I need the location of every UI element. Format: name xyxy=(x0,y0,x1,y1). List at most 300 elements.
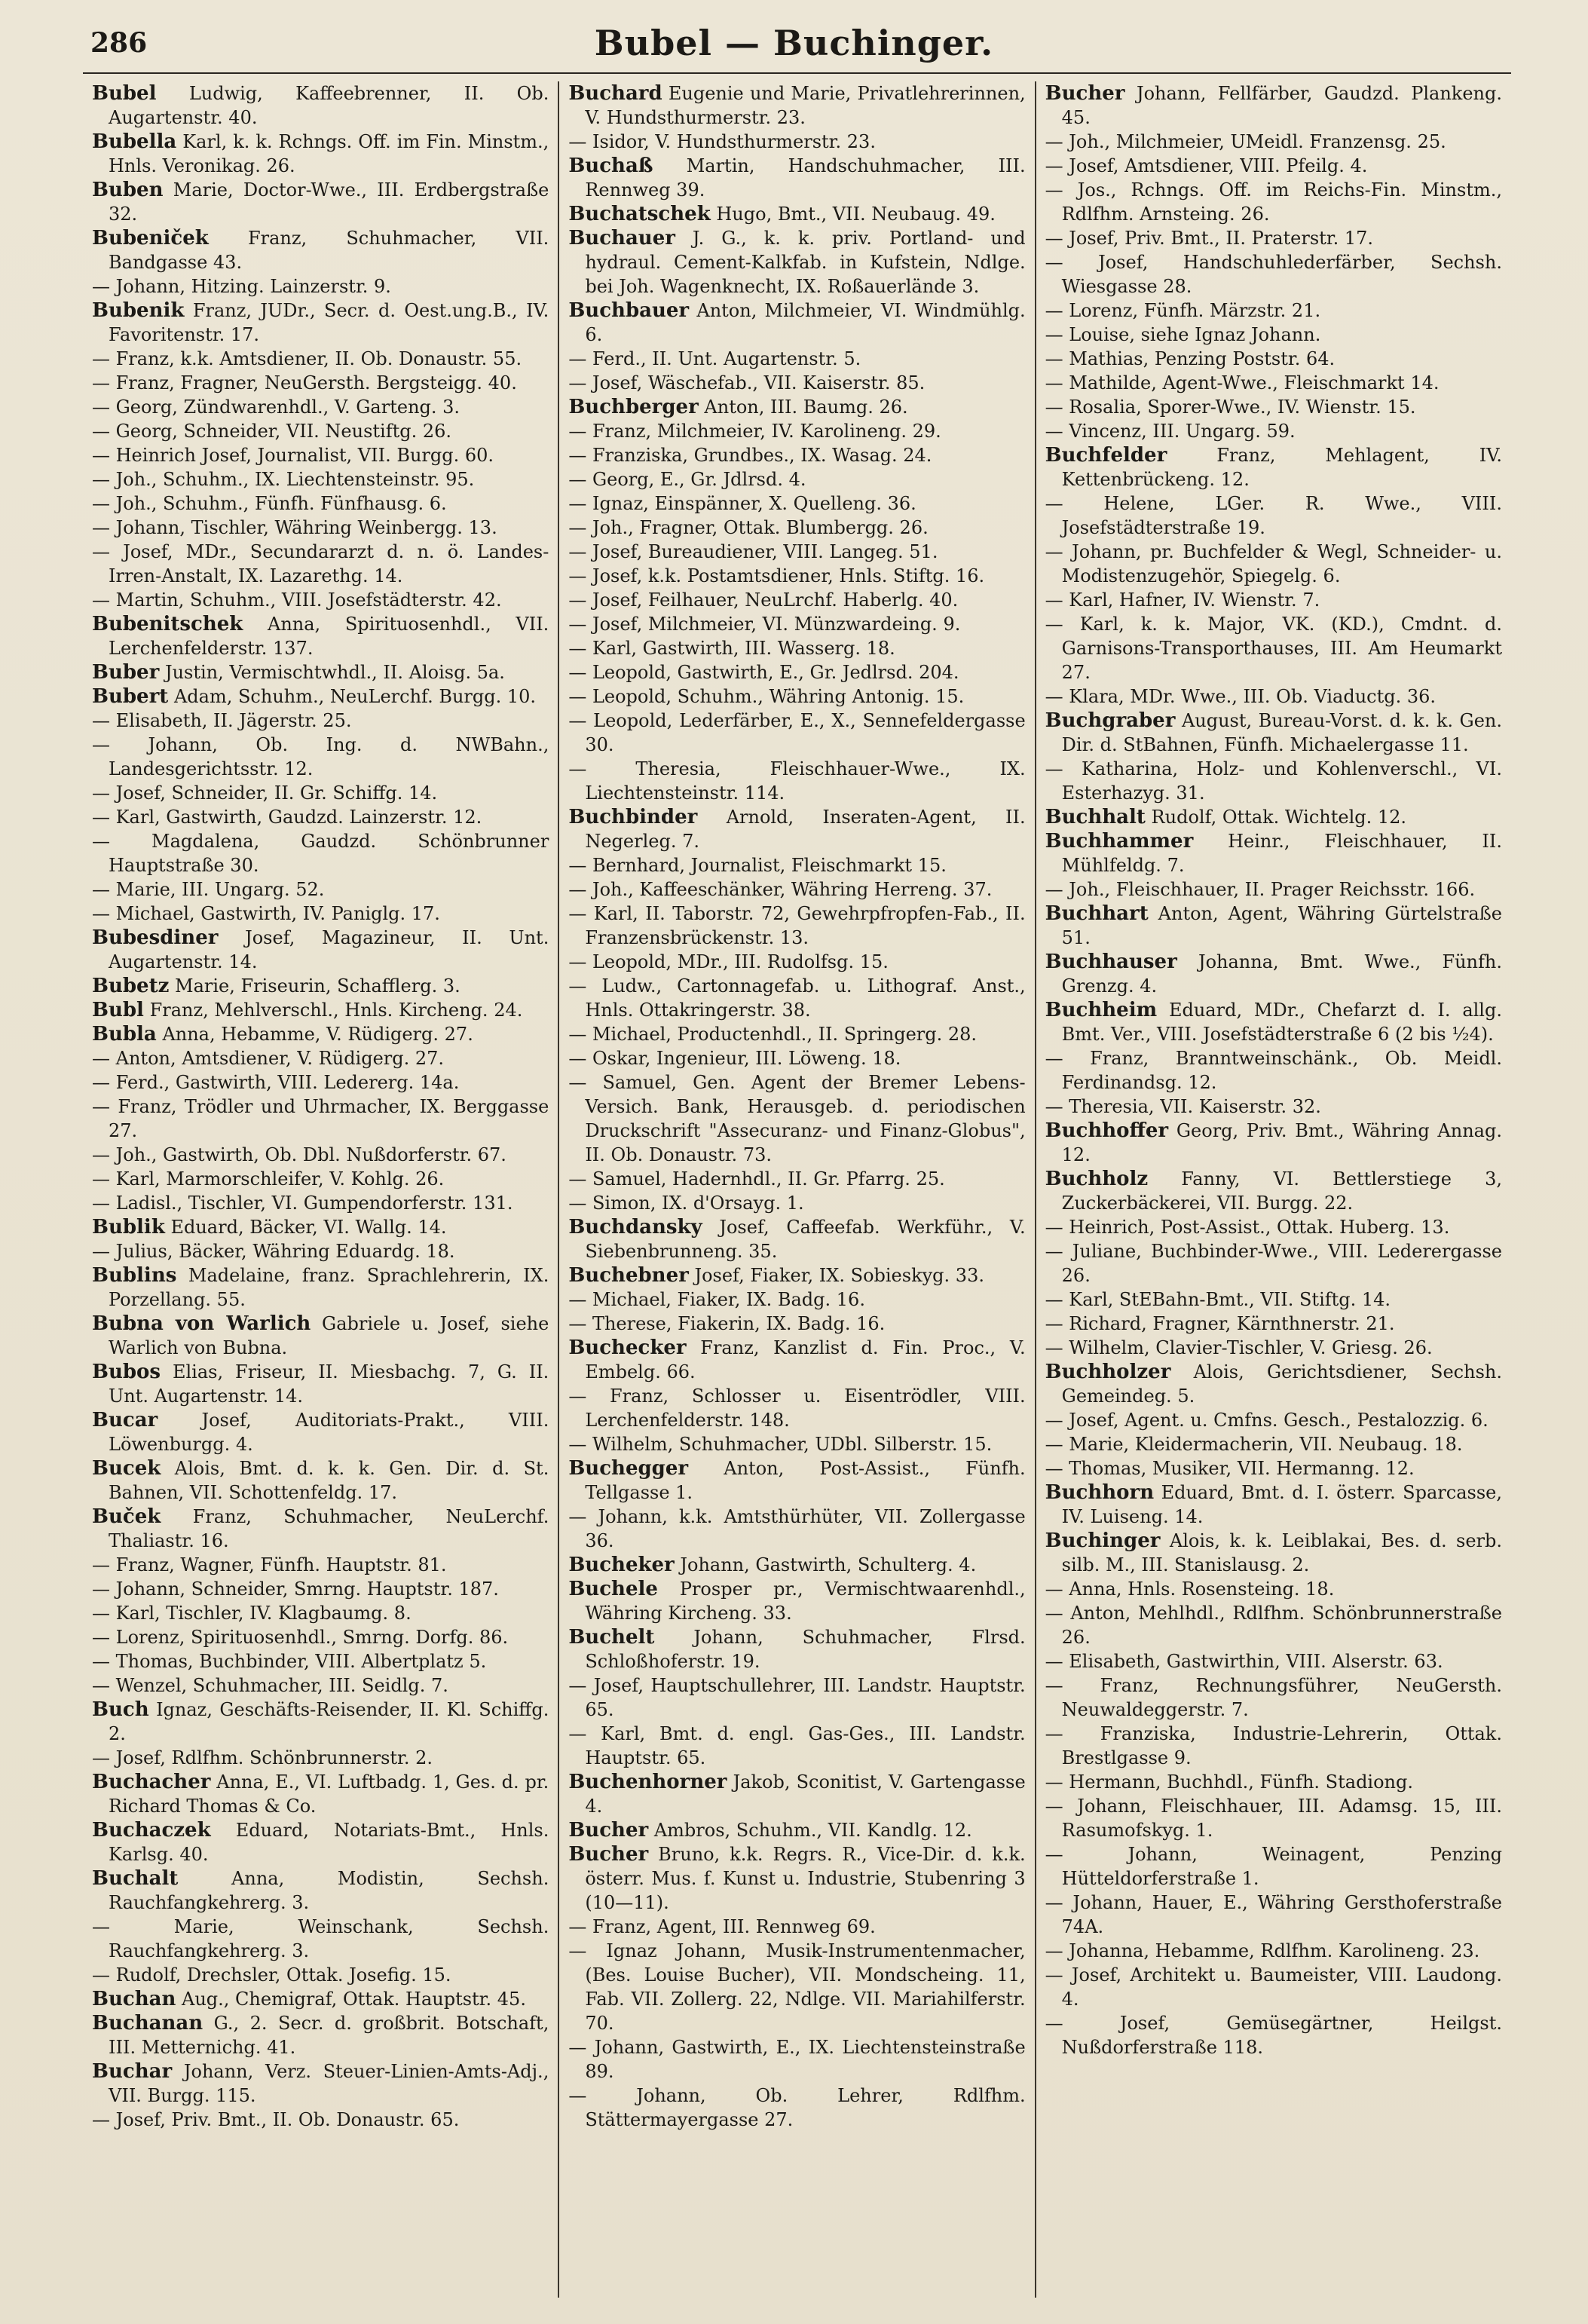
directory-entry xyxy=(1045,1891,1502,1939)
directory-entry xyxy=(1045,226,1502,250)
entry-text: — Martin, Schuhm., VIII. Josefstädterstr. 42. xyxy=(92,589,502,611)
directory-entry xyxy=(1045,299,1502,323)
entry-surname: Buchfelder xyxy=(1045,444,1167,467)
entry-text: — Ludw., Cartonnagefab. u. Lithograf. Anst., Hnls. Ottakringerstr. 38. xyxy=(568,975,1026,1021)
directory-entry xyxy=(92,1770,549,1818)
directory-entry xyxy=(92,1818,549,1866)
entry-text: Eduard, Bäcker, VI. Wallg. 14. xyxy=(170,1217,447,1238)
entry-text: — Isidor, V. Hundsthurmerstr. 23. xyxy=(568,131,876,152)
entry-text: Johann, Gastwirth, Schulterg. 4. xyxy=(680,1554,977,1575)
entry-text: — Franz, Milchmeier, IV. Karolineng. 29. xyxy=(568,421,941,442)
directory-entry xyxy=(92,1746,549,1770)
entry-surname: Bubenik xyxy=(92,299,185,322)
directory-entry xyxy=(1045,178,1502,226)
entry-surname: Buchhorn xyxy=(1045,1481,1155,1504)
entry-text: — Franz, Fragner, NeuGersth. Bergsteigg. 40. xyxy=(92,372,517,393)
entry-text: — Johann, Ob. Ing. d. NWBahn., Landesgerichtsstr. 12. xyxy=(92,734,549,779)
directory-entry xyxy=(1045,1770,1502,1794)
directory-entry xyxy=(568,902,1025,950)
entry-text: — Karl, StEBahn-Bmt., VII. Stiftg. 14. xyxy=(1045,1289,1391,1310)
entry-surname: Buch xyxy=(92,1698,149,1721)
entry-surname: Buchalt xyxy=(92,1867,179,1890)
directory-entry xyxy=(92,733,549,781)
entry-text: — Rudolf, Drechsler, Ottak. Josefig. 15. xyxy=(92,1964,451,1986)
entry-text: — Georg, Zündwarenhdl., V. Garteng. 3. xyxy=(92,397,460,418)
entry-text: Alois, k. k. Leiblakai, Bes. d. serb. silb. M., III. Stanislausg. 2. xyxy=(1061,1530,1502,1575)
directory-entry xyxy=(568,660,1025,684)
entry-surname: Buchenhorner xyxy=(568,1771,727,1793)
directory-entry xyxy=(568,805,1025,853)
directory-entry xyxy=(92,491,549,516)
entry-surname: Buchelt xyxy=(568,1626,655,1649)
entry-text: — Jos., Rchngs. Off. im Reichs-Fin. Minstm., Rdlfhm. Arnsteing. 26. xyxy=(1045,179,1502,225)
directory-entry xyxy=(1045,130,1502,154)
directory-entry xyxy=(92,612,549,660)
entry-text: — Georg, Schneider, VII. Neustiftg. 26. xyxy=(92,421,452,442)
entry-surname: Buchhammer xyxy=(1045,830,1194,853)
entry-text: Franz, Mehlagent, IV. Kettenbrückeng. 12. xyxy=(1061,445,1502,490)
entry-surname: Buchaczek xyxy=(92,1819,211,1842)
directory-entry xyxy=(568,1577,1025,1625)
directory-entry xyxy=(568,877,1025,902)
header-rule xyxy=(83,72,1511,74)
entry-text: — Franz, k.k. Amtsdiener, II. Ob. Donaustr. 55. xyxy=(92,348,522,369)
directory-entry xyxy=(568,1046,1025,1070)
entry-text: — Johann, Hitzing. Lainzerstr. 9. xyxy=(92,276,391,297)
entry-surname: Buchdansky xyxy=(568,1216,702,1239)
entry-text: — Josef, Amtsdiener, VIII. Pfeilg. 4. xyxy=(1045,155,1368,176)
directory-entry xyxy=(568,684,1025,709)
directory-entry xyxy=(568,1915,1025,1939)
entry-text: — Johanna, Hebamme, Rdlfhm. Karolineng. 23. xyxy=(1045,1940,1480,1961)
directory-entry xyxy=(1045,1288,1502,1312)
directory-entry xyxy=(92,467,549,491)
entry-text: — Franz, Branntweinschänk., Ob. Meidl. Ferdinandsg. 12. xyxy=(1045,1048,1502,1093)
entry-text: — Ladisl., Tischler, VI. Gumpendorferstr. 131. xyxy=(92,1193,513,1214)
directory-entry xyxy=(1045,709,1502,757)
entry-text: J. G., k. k. priv. Portland- und hydraul. Cement-Kalkfab. in Kufstein, Ndlge. bei Joh. Wagenknecht, IX. Roßauerlände 3. xyxy=(585,228,1026,297)
directory-entry xyxy=(92,81,549,130)
directory-entry xyxy=(92,1408,549,1456)
directory-entry xyxy=(92,1312,549,1360)
directory-entry xyxy=(568,1263,1025,1288)
directory-entry xyxy=(568,1215,1025,1263)
directory-entry xyxy=(1045,250,1502,299)
entry-text: — Anna, Hnls. Rosensteing. 18. xyxy=(1045,1578,1335,1600)
entry-text: Bruno, k.k. Regrs. R., Vice-Dir. d. k.k. österr. Mus. f. Kunst u. Industrie, Stubenring 3 (10—11). xyxy=(585,1844,1026,1913)
directory-entry xyxy=(92,1191,549,1215)
entry-text: — Franz, Schlosser u. Eisentrödler, VIII. Lerchenfelderstr. 148. xyxy=(568,1386,1026,1431)
entry-surname: Buber xyxy=(92,661,160,684)
directory-entry xyxy=(568,299,1025,347)
entry-text: — Karl, Gastwirth, III. Wasserg. 18. xyxy=(568,638,895,659)
directory-entry xyxy=(92,226,549,274)
entry-text: Marie, Friseurin, Schafflerg. 3. xyxy=(175,975,460,997)
directory-entry xyxy=(568,1288,1025,1312)
entry-text: — Franziska, Industrie-Lehrerin, Ottak. Brestlgasse 9. xyxy=(1045,1723,1502,1768)
entry-text: — Ignaz, Einspänner, X. Quelleng. 36. xyxy=(568,493,916,514)
entry-text: August, Bureau-Vorst. d. k. k. Gen. Dir. d. StBahnen, Fünfh. Michaelergasse 11. xyxy=(1061,710,1502,755)
entry-text: — Simon, IX. d'Orsayg. 1. xyxy=(568,1193,804,1214)
directory-entry xyxy=(92,516,549,540)
entry-text: Georg, Priv. Bmt., Währing Annag. 12. xyxy=(1061,1120,1502,1165)
directory-entry xyxy=(92,1360,549,1408)
entry-text: — Helene, LGer. R. Wwe., VIII. Josefstädterstraße 19. xyxy=(1045,493,1502,538)
entry-text: — Marie, III. Ungarg. 52. xyxy=(92,879,325,900)
entry-text: Anton, Milchmeier, VI. Windmühlg. 6. xyxy=(585,300,1026,345)
directory-entry xyxy=(92,419,549,443)
directory-entry xyxy=(1045,1842,1502,1891)
entry-text: — Theresia, Fleischhauer-Wwe., IX. Liechtensteinstr. 114. xyxy=(568,758,1026,804)
columns-container xyxy=(83,81,1511,2298)
directory-entry xyxy=(568,419,1025,443)
directory-entry xyxy=(1045,347,1502,371)
directory-entry xyxy=(1045,1215,1502,1239)
entry-text: — Franz, Agent, III. Rennweg 69. xyxy=(568,1916,876,1937)
directory-entry xyxy=(1045,998,1502,1046)
directory-entry xyxy=(1045,1480,1502,1529)
directory-entry xyxy=(1045,877,1502,902)
entry-text: Anna, Modistin, Sechsh. Rauchfangkehrerg. 3. xyxy=(109,1868,549,1913)
entry-text: — Karl, Bmt. d. engl. Gas-Ges., III. Landstr. Hauptstr. 65. xyxy=(568,1723,1026,1768)
entry-text: — Josef, MDr., Secundararzt d. n. ö. Landes-Irren-Anstalt, IX. Lazarethg. 14. xyxy=(92,541,549,586)
entry-text: Gabriele u. Josef, siehe Warlich von Bubna. xyxy=(109,1313,549,1358)
directory-entry xyxy=(92,1143,549,1167)
entry-text: — Wilhelm, Clavier-Tischler, V. Griesg. 26. xyxy=(1045,1337,1433,1358)
entry-text: — Lorenz, Fünfh. Märzstr. 21. xyxy=(1045,300,1321,321)
directory-entry xyxy=(92,1673,549,1698)
entry-text: — Wilhelm, Schuhmacher, UDbl. Silberstr. 15. xyxy=(568,1434,993,1455)
directory-entry xyxy=(1045,1963,1502,2011)
directory-entry xyxy=(1045,1722,1502,1770)
directory-entry xyxy=(1045,1239,1502,1288)
entry-text: — Ignaz Johann, Musik-Instrumentenmacher, (Bes. Louise Bucher), VII. Mondscheing. 11, Fab. VII. Zollerg. 22, Ndlge. VII. Mariahilferstr. 70. xyxy=(568,1940,1026,2034)
entry-text: Ignaz, Geschäfts-Reisender, II. Kl. Schiffg. 2. xyxy=(109,1699,549,1744)
entry-text: Jakob, Sconitist, V. Gartengasse 4. xyxy=(585,1771,1026,1817)
entry-surname: Buchard xyxy=(568,82,662,105)
directory-entry xyxy=(568,154,1025,202)
entry-text: Martin, Handschuhmacher, III. Rennweg 39. xyxy=(585,155,1026,201)
directory-entry xyxy=(1045,1432,1502,1456)
directory-entry xyxy=(568,1505,1025,1553)
entry-text: Anton, III. Baumg. 26. xyxy=(704,397,908,418)
entry-text: — Johann, Tischler, Währing Weinbergg. 13. xyxy=(92,517,497,538)
entry-text: — Katharina, Holz- und Kohlenverschl., VI. Esterhazyg. 31. xyxy=(1045,758,1502,804)
entry-surname: Bucek xyxy=(92,1457,161,1480)
entry-surname: Buchele xyxy=(568,1578,658,1600)
entry-text: Madelaine, franz. Sprachlehrerin, IX. Porzellang. 55. xyxy=(109,1265,549,1310)
directory-entry xyxy=(1045,1336,1502,1360)
entry-text: — Karl, Hafner, IV. Wienstr. 7. xyxy=(1045,589,1320,611)
entry-text: — Klara, MDr. Wwe., III. Ob. Viaductg. 36. xyxy=(1045,686,1437,707)
directory-entry xyxy=(568,709,1025,757)
entry-text: Eduard, Notariats-Bmt., Hnls. Karlsg. 40. xyxy=(109,1820,549,1865)
entry-text: — Lorenz, Spirituosenhdl., Smrng. Dorfg. 86. xyxy=(92,1627,509,1648)
entry-text: Anna, Hebamme, V. Rüdigerg. 27. xyxy=(162,1024,473,1045)
directory-entry xyxy=(568,1167,1025,1191)
directory-entry xyxy=(92,684,549,709)
entry-text: Aug., Chemigraf, Ottak. Hauptstr. 45. xyxy=(182,1989,526,2010)
entry-surname: Buchanan xyxy=(92,2012,203,2035)
entry-text: Ludwig, Kaffeebrenner, II. Ob. Augartenstr. 40. xyxy=(109,83,549,128)
entry-text: — Josef, Wäschefab., VII. Kaiserstr. 85. xyxy=(568,372,926,393)
entry-text: Anna, E., VI. Luftbadg. 1, Ges. d. pr. Richard Thomas & Co. xyxy=(109,1771,549,1817)
directory-entry xyxy=(1045,443,1502,491)
directory-entry xyxy=(92,588,549,612)
entry-text: — Magdalena, Gaudzd. Schönbrunner Hauptstraße 30. xyxy=(92,831,549,876)
directory-entry xyxy=(92,1239,549,1263)
entry-text: Josef, Fiaker, IX. Sobieskyg. 33. xyxy=(694,1265,984,1286)
entry-text: — Michael, Fiaker, IX. Badg. 16. xyxy=(568,1289,865,1310)
entry-text: — Bernhard, Journalist, Fleischmarkt 15. xyxy=(568,855,947,876)
directory-entry xyxy=(1045,540,1502,588)
entry-text: — Joh., Schuhm., Fünfh. Fünfhausg. 6. xyxy=(92,493,447,514)
entry-text: Karl, k. k. Rchngs. Off. im Fin. Minstm., Hnls. Veronikag. 26. xyxy=(109,131,549,176)
directory-entry xyxy=(92,1215,549,1239)
entry-surname: Bubert xyxy=(92,685,169,708)
directory-entry xyxy=(568,2035,1025,2084)
directory-entry xyxy=(568,540,1025,564)
entry-surname: Bucar xyxy=(92,1409,158,1431)
entry-text: Justin, Vermischtwhdl., II. Aloisg. 5a. xyxy=(164,662,505,683)
entry-surname: Buchbinder xyxy=(568,806,698,828)
entry-text: — Johann, Hauer, E., Währing Gersthoferstraße 74A. xyxy=(1045,1892,1502,1937)
entry-surname: Buchbauer xyxy=(568,299,690,322)
directory-entry xyxy=(92,1167,549,1191)
entry-text: Hugo, Bmt., VII. Neubaug. 49. xyxy=(716,204,996,225)
entry-text: — Josef, Feilhauer, NeuLrchf. Haberlg. 40. xyxy=(568,589,959,611)
entry-surname: Bubla xyxy=(92,1023,157,1046)
directory-entry xyxy=(92,877,549,902)
entry-surname: Bucher xyxy=(568,1819,649,1842)
entry-text: — Leopold, Schuhm., Währing Antonig. 15. xyxy=(568,686,965,707)
directory-entry xyxy=(92,709,549,733)
directory-entry xyxy=(1045,323,1502,347)
entry-text: — Wenzel, Schuhmacher, III. Seidlg. 7. xyxy=(92,1675,448,1696)
directory-entry xyxy=(92,395,549,419)
directory-entry xyxy=(1045,1119,1502,1167)
entry-surname: Buchheim xyxy=(1045,999,1158,1021)
directory-entry xyxy=(92,178,549,226)
directory-entry xyxy=(568,1625,1025,1673)
entry-text: — Anton, Mehlhdl., Rdlfhm. Schönbrunnerstraße 26. xyxy=(1045,1603,1502,1648)
entry-surname: Buchhart xyxy=(1045,902,1149,925)
directory-entry xyxy=(568,1456,1025,1505)
entry-text: — Karl, Gastwirth, Gaudzd. Lainzerstr. 12. xyxy=(92,807,482,828)
entry-surname: Bublins xyxy=(92,1264,177,1287)
directory-entry xyxy=(92,1095,549,1143)
entry-surname: Bubos xyxy=(92,1361,161,1383)
entry-surname: Bucher xyxy=(1045,82,1125,105)
entry-text: Franz, Schuhmacher, VII. Bandgasse 43. xyxy=(109,228,549,273)
entry-text: — Franz, Rechnungsführer, NeuGersth. Neuwaldeggerstr. 7. xyxy=(1045,1675,1502,1720)
directory-entry xyxy=(1045,1601,1502,1649)
entry-text: — Richard, Fragner, Kärnthnerstr. 21. xyxy=(1045,1313,1395,1334)
directory-entry xyxy=(1045,1312,1502,1336)
directory-entry xyxy=(1045,1167,1502,1215)
directory-entry xyxy=(92,805,549,829)
directory-entry xyxy=(568,853,1025,877)
directory-entry xyxy=(1045,395,1502,419)
entry-text: — Louise, siehe Ignaz Johann. xyxy=(1045,324,1321,345)
directory-entry xyxy=(568,443,1025,467)
entry-text: Johann, Verz. Steuer-Linien-Amts-Adj., VII. Burgg. 115. xyxy=(109,2061,549,2106)
entry-text: Arnold, Inseraten-Agent, II. Negerleg. 7. xyxy=(585,807,1026,852)
entry-text: — Joh., Fragner, Ottak. Blumbergg. 26. xyxy=(568,517,929,538)
directory-entry xyxy=(92,998,549,1022)
directory-entry xyxy=(568,516,1025,540)
directory-entry xyxy=(568,395,1025,419)
entry-text: — Josef, k.k. Postamtsdiener, Hnls. Stiftg. 16. xyxy=(568,565,985,586)
entry-text: Heinr., Fleischhauer, II. Mühlfeldg. 7. xyxy=(1061,831,1502,876)
directory-entry xyxy=(92,299,549,347)
entry-text: — Heinrich, Post-Assist., Ottak. Huberg. 13. xyxy=(1045,1217,1450,1238)
entry-text: — Ferd., Gastwirth, VIII. Ledererg. 14a. xyxy=(92,1072,460,1093)
directory-entry xyxy=(568,1312,1025,1336)
directory-entry xyxy=(92,2108,549,2132)
directory-entry xyxy=(568,1842,1025,1915)
entry-text: Franz, Kanzlist d. Fin. Proc., V. Embelg. 66. xyxy=(585,1337,1026,1382)
directory-entry xyxy=(568,950,1025,974)
entry-text: Anton, Post-Assist., Fünfh. Tellgasse 1. xyxy=(585,1458,1026,1503)
entry-text: Josef, Caffeefab. Werkführ., V. Siebenbrunneng. 35. xyxy=(585,1217,1026,1262)
directory-entry xyxy=(92,1987,549,2011)
entry-text: — Karl, k. k. Major, VK. (KD.), Cmdnt. d. Garnisons-Transporthauses, III. Am Heumarkt 27. xyxy=(1045,614,1502,683)
directory-entry xyxy=(1045,1649,1502,1673)
directory-entry xyxy=(1045,1095,1502,1119)
directory-entry xyxy=(568,1070,1025,1167)
directory-entry xyxy=(1045,1673,1502,1722)
entry-text: — Franz, Wagner, Fünfh. Hauptstr. 81. xyxy=(92,1554,447,1575)
entry-text: Rudolf, Ottak. Wichtelg. 12. xyxy=(1151,807,1407,828)
entry-surname: Bubetz xyxy=(92,975,170,997)
directory-entry xyxy=(92,1022,549,1046)
entry-surname: Bucheker xyxy=(568,1554,675,1576)
entry-text: — Leopold, Gastwirth, E., Gr. Jedlrsd. 204. xyxy=(568,662,959,683)
directory-entry xyxy=(1045,1456,1502,1480)
directory-entry xyxy=(568,226,1025,299)
entry-text: — Josef, Hauptschullehrer, III. Landstr. Hauptstr. 65. xyxy=(568,1675,1026,1720)
directory-entry xyxy=(92,1625,549,1649)
directory-entry xyxy=(92,1263,549,1312)
directory-entry xyxy=(568,467,1025,491)
directory-entry xyxy=(1045,805,1502,829)
entry-text: — Johann, Ob. Lehrer, Rdlfhm. Stättermayergasse 27. xyxy=(568,2085,1026,2130)
entry-surname: Buchegger xyxy=(568,1457,689,1480)
entry-text: — Josef, Gemüsegärtner, Heilgst. Nußdorferstraße 118. xyxy=(1045,2013,1502,2058)
entry-surname: Buchinger xyxy=(1045,1529,1161,1552)
entry-text: — Josef, Milchmeier, VI. Münzwardeing. 9. xyxy=(568,614,961,635)
entry-surname: Bubesdiner xyxy=(92,926,219,949)
directory-entry xyxy=(1045,588,1502,612)
entry-surname: Buchauer xyxy=(568,227,675,250)
entry-surname: Buchhoffer xyxy=(1045,1119,1169,1142)
directory-entry xyxy=(1045,419,1502,443)
directory-entry xyxy=(92,443,549,467)
entry-text: — Elisabeth, II. Jägerstr. 25. xyxy=(92,710,352,731)
directory-entry xyxy=(568,1553,1025,1577)
entry-text: — Joh., Kaffeeschänker, Währing Herreng. 37. xyxy=(568,879,993,900)
directory-entry xyxy=(92,1866,549,1915)
directory-entry xyxy=(1045,950,1502,998)
directory-entry xyxy=(92,1046,549,1070)
directory-entry xyxy=(568,1191,1025,1215)
entry-text: — Georg, E., Gr. Jdlrsd. 4. xyxy=(568,469,806,490)
entry-text: — Johann, Weinagent, Penzing Hütteldorferstraße 1. xyxy=(1045,1844,1502,1889)
directory-entry xyxy=(1045,829,1502,877)
entry-text: — Franziska, Grundbes., IX. Wasag. 24. xyxy=(568,445,932,466)
directory-entry xyxy=(568,1022,1025,1046)
entry-surname: Bubenitschek xyxy=(92,613,243,635)
entry-text: — Johann, pr. Buchfelder & Wegl, Schneider- u. Modistenzugehör, Spiegelg. 6. xyxy=(1045,541,1502,586)
entry-surname: Buchgraber xyxy=(1045,709,1176,732)
entry-text: — Rosalia, Sporer-Wwe., IV. Wienstr. 15. xyxy=(1045,397,1416,418)
directory-entry xyxy=(92,829,549,877)
directory-entry xyxy=(1045,81,1502,130)
entry-text: Fanny, VI. Bettlerstiege 3, Zuckerbäckerei, VII. Burgg. 22. xyxy=(1061,1168,1502,1214)
entry-text: Josef, Auditoriats-Prakt., VIII. Löwenburgg. 4. xyxy=(109,1410,549,1455)
directory-entry xyxy=(1045,2011,1502,2059)
directory-entry xyxy=(1045,1794,1502,1842)
entry-surname: Buchhauser xyxy=(1045,951,1177,973)
entry-text: — Johann, k.k. Amtsthürhüter, VII. Zollergasse 36. xyxy=(568,1506,1026,1551)
entry-text: — Hermann, Buchhdl., Fünfh. Stadiong. xyxy=(1045,1771,1413,1793)
directory-entry xyxy=(568,1722,1025,1770)
directory-entry xyxy=(92,2059,549,2108)
entry-text: Johann, Fellfärber, Gaudzd. Plankeng. 45. xyxy=(1061,83,1502,128)
entry-text: — Johann, Schneider, Smrng. Hauptstr. 187. xyxy=(92,1578,499,1600)
entry-text: Anton, Agent, Währing Gürtelstraße 51. xyxy=(1061,903,1502,948)
entry-text: — Oskar, Ingenieur, III. Löweng. 18. xyxy=(568,1048,901,1069)
column-left xyxy=(83,81,559,2298)
entry-text: — Julius, Bäcker, Währing Eduardg. 18. xyxy=(92,1241,455,1262)
directory-entry xyxy=(92,1505,549,1553)
directory-entry xyxy=(1045,1529,1502,1577)
entry-surname: Buchaß xyxy=(568,155,653,177)
entry-surname: Buchar xyxy=(92,2060,173,2083)
entry-surname: Buchacher xyxy=(92,1771,211,1793)
entry-text: Franz, Mehlverschl., Hnls. Kircheng. 24. xyxy=(149,1000,523,1021)
directory-entry xyxy=(568,1384,1025,1432)
entry-text: — Elisabeth, Gastwirthin, VIII. Alserstr. 63. xyxy=(1045,1651,1443,1672)
entry-surname: Buchholzer xyxy=(1045,1361,1171,1383)
entry-text: — Mathilde, Agent-Wwe., Fleischmarkt 14. xyxy=(1045,372,1440,393)
entry-text: — Josef, Architekt u. Baumeister, VIII. Laudong. 4. xyxy=(1045,1964,1502,2010)
entry-text: Eduard, MDr., Chefarzt d. I. allg. Bmt. Ver., VIII. Josefstädterstraße 6 (2 bis ½4). xyxy=(1061,1000,1502,1045)
column-middle xyxy=(559,81,1036,2298)
entry-text: — Juliane, Buchbinder-Wwe., VIII. Lederergasse 26. xyxy=(1045,1241,1502,1286)
directory-entry xyxy=(568,1336,1025,1384)
entry-text: — Therese, Fiakerin, IX. Badg. 16. xyxy=(568,1313,886,1334)
entry-text: Eugenie und Marie, Privatlehrerinnen, V. Hundsthurmerstr. 23. xyxy=(585,83,1026,128)
page-header xyxy=(0,23,1588,75)
directory-entry xyxy=(92,1649,549,1673)
directory-entry xyxy=(568,130,1025,154)
directory-entry xyxy=(92,1456,549,1505)
entry-surname: Bubl xyxy=(92,999,144,1021)
entry-text: — Joh., Milchmeier, UMeidl. Franzensg. 25. xyxy=(1045,131,1446,152)
entry-text: — Josef, Rdlfhm. Schönbrunnerstr. 2. xyxy=(92,1747,433,1768)
entry-surname: Buchberger xyxy=(568,396,699,418)
directory-entry xyxy=(568,1673,1025,1722)
entry-text: Prosper pr., Vermischtwaarenhdl., Währing Kircheng. 33. xyxy=(585,1578,1026,1624)
entry-text: — Anton, Amtsdiener, V. Rüdigerg. 27. xyxy=(92,1048,445,1069)
entry-text: — Samuel, Gen. Agent der Bremer Lebens-Versich. Bank, Herausgeb. d. periodischen Druckschrift "Assecuranz- und Finanz-Globus", II. Ob. Donaustr. 73. xyxy=(568,1072,1026,1165)
entry-text: Johanna, Bmt. Wwe., Fünfh. Grenzg. 4. xyxy=(1061,951,1502,997)
directory-entry xyxy=(1045,1360,1502,1408)
entry-surname: Buben xyxy=(92,179,164,201)
entry-text: G., 2. Secr. d. großbrit. Botschaft, III. Metternichg. 41. xyxy=(109,2013,549,2058)
